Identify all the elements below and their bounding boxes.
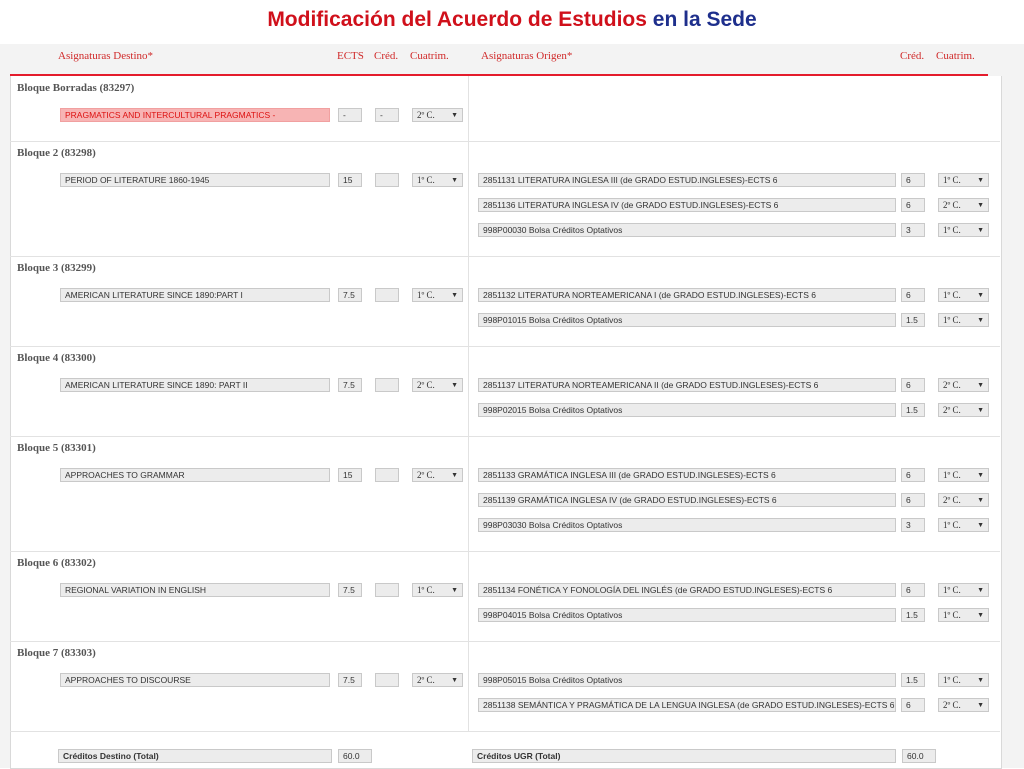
dest-ects-field[interactable]: 15 [338,468,362,482]
block-4 [10,436,1000,552]
origin-cred-field[interactable]: 1.5 [901,313,925,327]
dest-subject-field[interactable]: PERIOD OF LITERATURE 1860-1945 [60,173,330,187]
origin-cuatrim-value: 1º C. [943,610,961,620]
block-2 [10,256,1000,347]
origin-cuatrim-select[interactable] [938,608,989,622]
dest-subject-field[interactable]: PRAGMATICS AND INTERCULTURAL PRAGMATICS - [60,108,330,122]
header-ects: ECTS [337,50,364,62]
dest-cuatrim-select[interactable] [412,583,463,597]
header-cuatrim: Cuatrim. [410,50,449,62]
origin-cuatrim-select[interactable] [938,198,989,212]
origin-cred-field[interactable]: 3 [901,518,925,532]
dest-cred-field[interactable]: - [375,108,399,122]
dest-cuatrim-value: 2º C. [417,470,435,480]
origin-subject-field[interactable]: 2851137 LITERATURA NORTEAMERICANA II (de GRADO ESTUD.INGLESES)-ECTS 6 [478,378,896,392]
dropdown-arrow-icon: ▼ [451,291,458,299]
header-cred: Créd. [374,50,399,62]
dest-cred-field[interactable] [375,288,399,302]
header-dest: Asignaturas Destino* [58,50,154,62]
dest-cred-field[interactable] [375,673,399,687]
dropdown-arrow-icon: ▼ [451,111,458,119]
origin-subject-field[interactable]: 998P04015 Bolsa Créditos Optativos [478,608,896,622]
origin-cuatrim-select[interactable] [938,518,989,532]
title-part-2: en la [652,8,701,31]
header-cuatrim-origen: Cuatrim. [936,50,975,62]
dest-cuatrim-select[interactable] [412,378,463,392]
dropdown-arrow-icon: ▼ [977,521,984,529]
block-title: Bloque Borradas (83297) [17,82,135,94]
origin-cuatrim-select[interactable] [938,313,989,327]
dropdown-arrow-icon: ▼ [451,676,458,684]
dest-cuatrim-value: 1º C. [417,585,435,595]
ugr-total-value: 60.0 [902,749,936,763]
ugr-total-label: Créditos UGR (Total) [472,749,896,763]
origin-subject-field[interactable]: 2851134 FONÉTICA Y FONOLOGÍA DEL INGLÉS (de GRADO ESTUD.INGLESES)-ECTS 6 [478,583,896,597]
origin-cred-field[interactable]: 6 [901,698,925,712]
dest-cred-field[interactable] [375,468,399,482]
block-title: Bloque 2 (83298) [17,147,96,159]
dropdown-arrow-icon: ▼ [451,381,458,389]
dropdown-arrow-icon: ▼ [977,701,984,709]
dropdown-arrow-icon: ▼ [977,201,984,209]
dropdown-arrow-icon: ▼ [977,676,984,684]
block-column-divider [468,436,469,551]
dest-subject-field[interactable]: APPROACHES TO DISCOURSE [60,673,330,687]
dest-total-value: 60.0 [338,749,372,763]
origin-cuatrim-value: 2º C. [943,380,961,390]
origin-cred-field[interactable]: 3 [901,223,925,237]
origin-cred-field[interactable]: 6 [901,173,925,187]
block-title: Bloque 5 (83301) [17,442,96,454]
origin-cuatrim-value: 1º C. [943,675,961,685]
origin-cuatrim-select[interactable] [938,288,989,302]
origin-cuatrim-value: 1º C. [943,175,961,185]
origin-cred-field[interactable]: 1.5 [901,673,925,687]
origin-cuatrim-select[interactable] [938,173,989,187]
dest-ects-field[interactable]: 7.5 [338,583,362,597]
dropdown-arrow-icon: ▼ [977,176,984,184]
block-column-divider [468,346,469,436]
origin-subject-field[interactable]: 2851138 SEMÁNTICA Y PRAGMÁTICA DE LA LENGUA INGLESA (de GRADO ESTUD.INGLESES)-ECTS 6 [478,698,896,712]
origin-subject-field[interactable]: 998P05015 Bolsa Créditos Optativos [478,673,896,687]
block-column-divider [468,141,469,256]
origin-subject-field[interactable]: 2851132 LITERATURA NORTEAMERICANA I (de GRADO ESTUD.INGLESES)-ECTS 6 [478,288,896,302]
origin-cuatrim-value: 1º C. [943,315,961,325]
dropdown-arrow-icon: ▼ [977,471,984,479]
origin-cred-field[interactable]: 6 [901,288,925,302]
origin-cuatrim-select[interactable] [938,378,989,392]
title-part-3: Sede [706,8,757,31]
origin-cred-field[interactable]: 1.5 [901,608,925,622]
dest-cred-field[interactable] [375,378,399,392]
origin-cuatrim-select[interactable] [938,698,989,712]
origin-subject-field[interactable]: 2851133 GRAMÁTICA INGLESA III (de GRADO ESTUD.INGLESES)-ECTS 6 [478,468,896,482]
dropdown-arrow-icon: ▼ [977,496,984,504]
dest-ects-field[interactable]: 7.5 [338,378,362,392]
title-part-1: Modificación del Acuerdo de Estudios [267,8,647,31]
dest-cuatrim-value: 1º C. [417,175,435,185]
block-column-divider [468,641,469,731]
dropdown-arrow-icon: ▼ [977,381,984,389]
origin-subject-field[interactable]: 2851136 LITERATURA INGLESA IV (de GRADO ESTUD.INGLESES)-ECTS 6 [478,198,896,212]
block-0 [10,76,1000,142]
dropdown-arrow-icon: ▼ [977,406,984,414]
dest-ects-field[interactable]: 7.5 [338,288,362,302]
dest-cuatrim-value: 2º C. [417,110,435,120]
dest-cuatrim-value: 2º C. [417,380,435,390]
dropdown-arrow-icon: ▼ [451,471,458,479]
dest-subject-field[interactable]: AMERICAN LITERATURE SINCE 1890: PART II [60,378,330,392]
block-title: Bloque 4 (83300) [17,352,96,364]
origin-cuatrim-select[interactable] [938,468,989,482]
block-3 [10,346,1000,437]
block-1 [10,141,1000,257]
dest-cuatrim-value: 1º C. [417,290,435,300]
origin-subject-field[interactable]: 998P03030 Bolsa Créditos Optativos [478,518,896,532]
origin-cuatrim-value: 1º C. [943,225,961,235]
dropdown-arrow-icon: ▼ [451,176,458,184]
block-column-divider [468,256,469,346]
origin-cuatrim-value: 2º C. [943,495,961,505]
origin-cuatrim-value: 1º C. [943,520,961,530]
block-title: Bloque 6 (83302) [17,557,96,569]
origin-subject-field[interactable]: 2851139 GRAMÁTICA INGLESA IV (de GRADO ESTUD.INGLESES)-ECTS 6 [478,493,896,507]
origin-cred-field[interactable]: 6 [901,583,925,597]
block-6 [10,641,1000,732]
dest-ects-field[interactable]: 15 [338,173,362,187]
origin-cuatrim-select[interactable] [938,493,989,507]
block-column-divider [468,551,469,641]
origin-subject-field[interactable]: 2851131 LITERATURA INGLESA III (de GRADO ESTUD.INGLESES)-ECTS 6 [478,173,896,187]
dest-subject-field[interactable]: APPROACHES TO GRAMMAR [60,468,330,482]
dropdown-arrow-icon: ▼ [977,611,984,619]
origin-cuatrim-value: 1º C. [943,585,961,595]
origin-subject-field[interactable]: 998P02015 Bolsa Créditos Optativos [478,403,896,417]
block-title: Bloque 3 (83299) [17,262,96,274]
dest-cuatrim-select[interactable] [412,173,463,187]
dest-ects-field[interactable]: 7.5 [338,673,362,687]
origin-cuatrim-select[interactable] [938,583,989,597]
dropdown-arrow-icon: ▼ [977,226,984,234]
dest-subject-field[interactable]: REGIONAL VARIATION IN ENGLISH [60,583,330,597]
origin-cred-field[interactable]: 6 [901,493,925,507]
dest-cuatrim-select[interactable] [412,468,463,482]
dest-ects-field[interactable]: - [338,108,362,122]
dest-cuatrim-select[interactable] [412,288,463,302]
dest-cred-field[interactable] [375,583,399,597]
header-origen: Asignaturas Origen* [481,50,573,62]
block-column-divider [468,76,469,141]
origin-cuatrim-select[interactable] [938,673,989,687]
origin-subject-field[interactable]: 998P01015 Bolsa Créditos Optativos [478,313,896,327]
origin-cuatrim-value: 2º C. [943,405,961,415]
dest-cuatrim-select[interactable] [412,108,463,122]
origin-cuatrim-value: 1º C. [943,290,961,300]
dest-cred-field[interactable] [375,173,399,187]
origin-cred-field[interactable]: 6 [901,198,925,212]
dropdown-arrow-icon: ▼ [977,316,984,324]
block-5 [10,551,1000,642]
slide-title [0,8,1024,32]
origin-cred-field[interactable]: 6 [901,378,925,392]
origin-cuatrim-select[interactable] [938,403,989,417]
origin-cuatrim-select[interactable] [938,223,989,237]
dest-cuatrim-value: 2º C. [417,675,435,685]
dropdown-arrow-icon: ▼ [977,586,984,594]
header-cred-origen: Créd. [900,50,925,62]
origin-cuatrim-value: 1º C. [943,470,961,480]
block-title: Bloque 7 (83303) [17,647,96,659]
dest-subject-field[interactable]: AMERICAN LITERATURE SINCE 1890:PART I [60,288,330,302]
origin-cred-field[interactable]: 6 [901,468,925,482]
origin-cred-field[interactable]: 1.5 [901,403,925,417]
origin-cuatrim-value: 2º C. [943,200,961,210]
dropdown-arrow-icon: ▼ [977,291,984,299]
dest-cuatrim-select[interactable] [412,673,463,687]
origin-subject-field[interactable]: 998P00030 Bolsa Créditos Optativos [478,223,896,237]
origin-cuatrim-value: 2º C. [943,700,961,710]
dropdown-arrow-icon: ▼ [451,586,458,594]
dest-total-label: Créditos Destino (Total) [58,749,332,763]
